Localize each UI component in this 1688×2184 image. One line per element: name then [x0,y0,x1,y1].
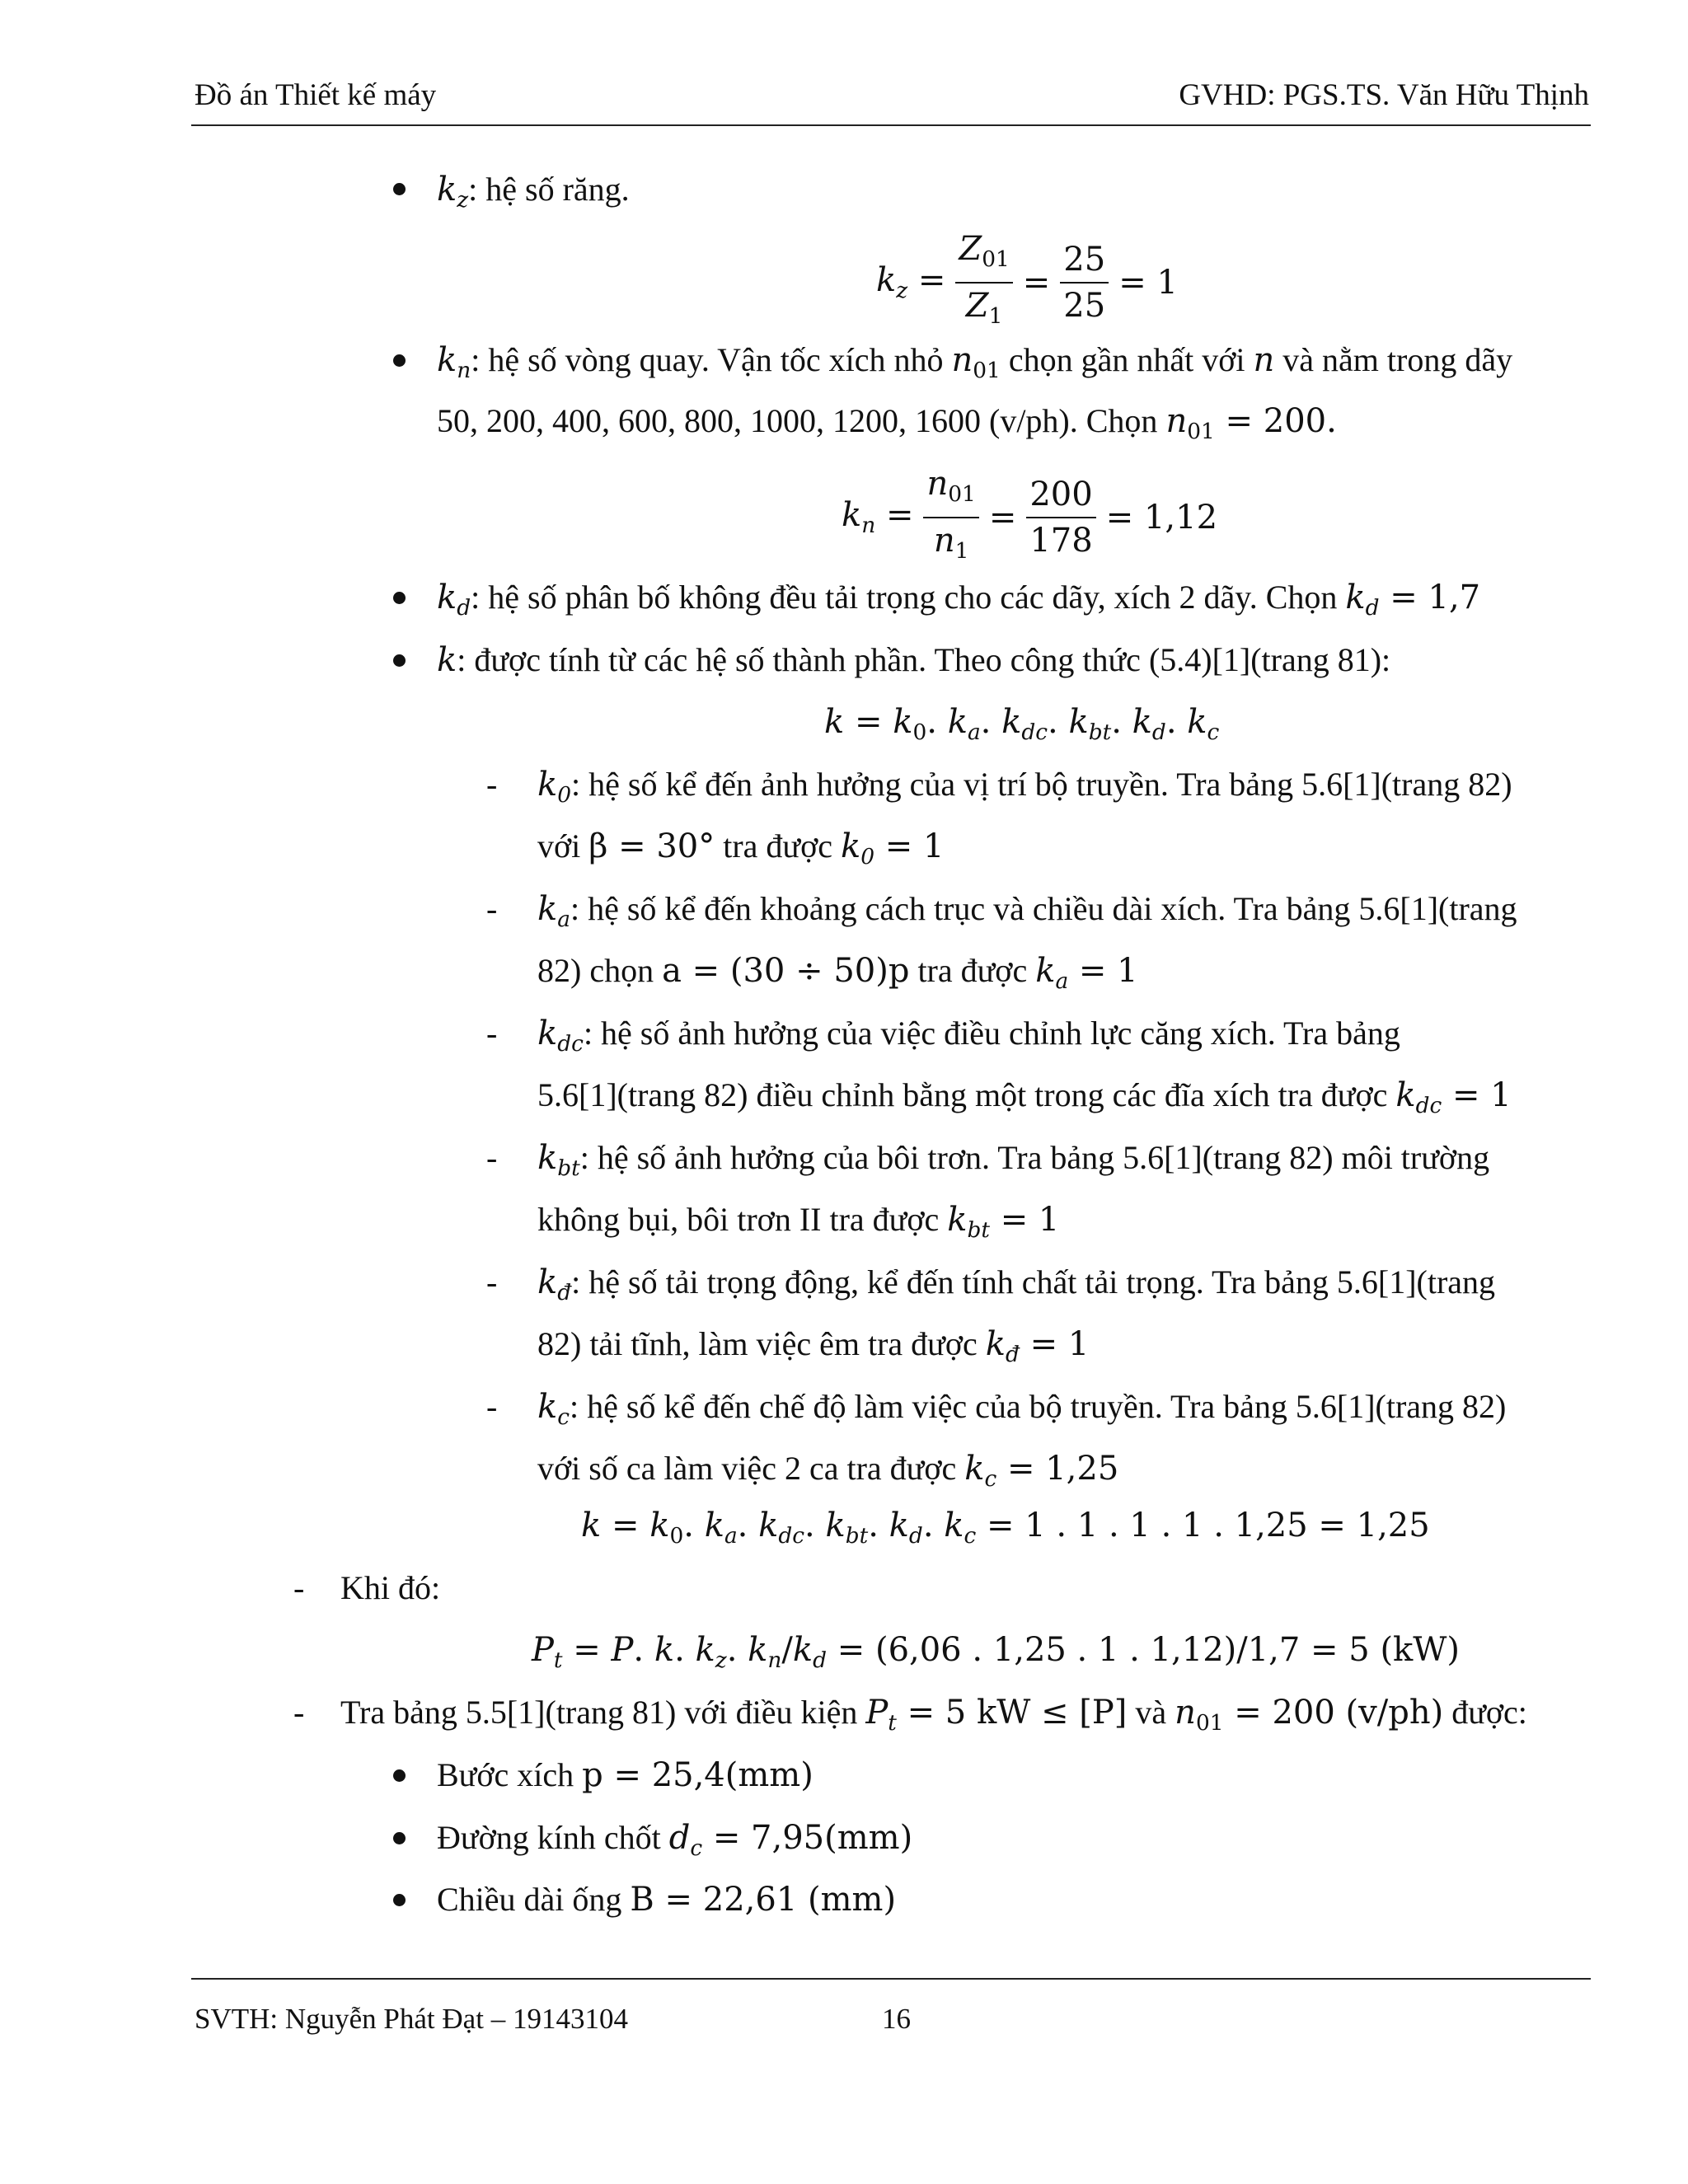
result-bush-label: Chiều dài ống [437,1881,622,1918]
sub-item-pre: với [537,827,581,865]
dash: - [486,766,498,803]
k-desc: : được tính từ các hệ số thành phần. Theo công thức (5.4)[1](trang 81): [457,641,1391,678]
sub-item-symbol: 0 [557,781,572,808]
sub-item-line1: $k_0$: hệ số kể đến ảnh hưởng của vị trí bộ truyền. Tra bảng 5.6[1](trang 82) [537,766,1512,808]
footer-rule [191,1978,1591,1980]
result-pin: Đường kính chốt $d_c = 7,95(mm)$ [437,1819,913,1861]
sub-item-desc: : hệ số ảnh hưởng của việc điều chỉnh lực căng xích. Tra bảng [583,1015,1400,1052]
sub-item-symbol: bt [557,1155,580,1181]
kn-desc: : hệ số vòng quay. Vận tốc xích nhỏ [471,341,944,378]
kn-den: 178 [1029,521,1093,560]
sub-item-math: a = (30 ÷ 50)p [662,952,910,990]
tra-bang-line: Tra bảng 5.5[1](trang 81) với điều kiện $P_t = 5$ kW ≤ [P] và $n_{01} = 200$ (v/ph) được: [340,1694,1527,1736]
header-left: Đồ án Thiết kế máy [195,78,437,112]
sub-item-line2: 5.6[1](trang 82) điều chỉnh bằng một trong các đĩa xích tra được $k_{dc} = 1$ [537,1076,1512,1118]
sub-item-line1: $k_đ$: hệ số tải trọng động, kể đến tính chất tải trọng. Tra bảng 5.6[1](trang [537,1263,1496,1305]
k-line: k: được tính từ các hệ số thành phần. Theo công thức (5.4)[1](trang 81): [437,641,1391,679]
tra-bang-cond2: = 200 (v/ph) [1234,1694,1444,1732]
khi-do: Khi đó: [340,1569,441,1606]
sub-item-pre: 5.6[1](trang 82) điều chỉnh bằng một trong các đĩa xích tra được [537,1076,1388,1113]
tra-bang-cond: = 5 kW ≤ [P] [907,1694,1128,1732]
kn-choice: 200. [1263,402,1337,440]
sub-item-desc: : hệ số kể đến chế độ làm việc của bộ truyền. Tra bảng 5.6[1](trang 82) [570,1388,1507,1425]
sub-item-symbol: a [1055,968,1069,994]
kz-desc: : hệ số răng. [468,171,630,208]
kn-series: 50, 200, 400, 600, 800, 1000, 1200, 1600 (v/ph). Chọn [437,402,1158,439]
kd-line: $k_d$: hệ số phân bố không đều tải trọng cho các dãy, xích 2 dãy. Chọn $k_d = 1,7$ [437,579,1481,621]
dash: - [293,1694,305,1731]
sub-item-line2: với số ca làm việc 2 ca tra được $k_c = 1,25$ [537,1450,1119,1492]
header-right: GVHD: PGS.TS. Văn Hữu Thịnh [1179,78,1589,112]
bullet [393,1832,406,1844]
sub-item-pre: không bụi, bôi trơn II tra được [537,1201,940,1238]
kz-equation: $k_z$ = $\frac{Z_{01}}{Z_1}$ = $\frac{25}{25}$ = 1 [870,227,1184,339]
sub-item-pre: 82) tải tĩnh, làm việc êm tra được [537,1325,978,1362]
kz-result: 1 [1156,263,1178,302]
sub-item-mid: tra được [723,827,833,865]
kd-desc: : hệ số phân bố không đều tải trọng cho các dãy, xích 2 dãy. Chọn [471,579,1338,616]
sub-item-pre: với số ca làm việc 2 ca tra được [537,1450,957,1487]
sub-item-mid: tra được [917,952,1028,989]
kd-value: 1,7 [1428,579,1481,616]
dash: - [486,1139,498,1176]
dash: - [486,1388,498,1425]
page-number: 16 [882,2003,911,2035]
kn-desc-tail: chọn gần nhất với [1008,341,1245,378]
result-pitch-label: Bước xích [437,1756,574,1793]
sub-item-desc: : hệ số ảnh hưởng của bôi trơn. Tra bảng 5.6[1](trang 82) môi trường [579,1139,1490,1176]
k-formula: $k = k_0$. $k_a$. $k_{dc}$. $k_{bt}$. $k_d$. $k_c$ [824,703,1220,745]
sub-item-line1: $k_{bt}$: hệ số ảnh hưởng của bôi trơn. Tra bảng 5.6[1](trang 82) môi trường [537,1139,1490,1181]
sub-item-line2: 82) tải tĩnh, làm việc êm tra được $k_đ = 1$ [537,1325,1090,1367]
k-calc-value: = 1 . 1 . 1 . 1 . 1,25 = 1,25 [987,1507,1430,1544]
bullet [393,592,406,604]
bullet [393,1769,406,1782]
kn-line2: 50, 200, 400, 600, 800, 1000, 1200, 1600 (v/ph). Chọn $n_{01} = 200$. [437,402,1337,444]
tra-bang-post: được: [1451,1694,1527,1731]
kz-line: $k_z$: hệ số răng. [437,171,630,213]
sub-item-desc: : hệ số tải trọng động, kể đến tính chất tải trọng. Tra bảng 5.6[1](trang [571,1263,1496,1301]
sub-item-symbol: c [984,1465,997,1492]
bullet [393,654,406,667]
sub-item-symbol: đ [557,1279,572,1305]
sub-item-result: = 1 [884,827,945,865]
pt-calculation: $P_t = P$. k. $k_z$. $k_n/k_d = (6,06$ . 1,25 . 1 . 1,12)/1,7 = 5 (kW) [532,1631,1461,1673]
sub-item-desc: : hệ số kể đến khoảng cách trục và chiều dài xích. Tra bảng 5.6[1](trang [570,890,1517,927]
result-pin-value: = 7,95(mm) [712,1819,913,1857]
sub-item-result: = 1,25 [1006,1450,1119,1488]
header-rule [191,124,1591,126]
sub-item-line1: $k_{dc}$: hệ số ảnh hưởng của việc điều chỉnh lực căng xích. Tra bảng [537,1015,1400,1057]
bullet [393,354,406,367]
result-pin-label: Đường kính chốt [437,1819,661,1856]
tra-bang-pre: Tra bảng 5.5[1](trang 81) với điều kiện [340,1694,858,1731]
sub-item-result: = 1 [1078,952,1138,990]
sub-item-symbol: bt [967,1216,990,1243]
sub-item-result: = 1 [1452,1076,1512,1114]
sub-item-desc: : hệ số kể đến ảnh hưởng của vị trí bộ truyền. Tra bảng 5.6[1](trang 82) [571,766,1512,803]
sub-item-line2: với β = 30° tra được $k_0 = 1$ [537,827,945,869]
kz-num: 25 [1060,237,1109,284]
sub-item-pre: 82) chọn [537,952,654,989]
result-pitch [437,1755,814,1795]
dash: - [486,1263,498,1301]
kn-line1: $k_n$: hệ số vòng quay. Vận tốc xích nhỏ $n_{01}$ chọn gần nhất với n và nằm trong dãy [437,341,1513,383]
kz-den: 25 [1063,286,1106,325]
sub-item-symbol: a [557,906,570,932]
sub-item-symbol: dc [557,1030,584,1057]
bullet [393,1894,406,1906]
sub-item-result: = 1 [1000,1201,1060,1239]
sub-item-line1: $k_c$: hệ số kể đến chế độ làm việc của bộ truyền. Tra bảng 5.6[1](trang 82) [537,1388,1507,1430]
bullet [393,183,406,195]
sub-item-symbol: 0 [860,843,875,869]
sub-item-result: = 1 [1029,1325,1090,1363]
dash: - [293,1569,305,1606]
kn-desc-tail2: và nằm trong dãy [1282,341,1513,378]
kn-result: 1,12 [1143,498,1218,537]
pt-calc-value: = (6,06 . 1,25 . 1 . 1,12)/1,7 = 5 (kW) [837,1631,1461,1669]
kn-equation: $k_n$ = $\frac{n_{01}}{n_1}$ = $\frac{200}{178}$ = 1,12 [835,462,1224,574]
sub-item-line2: không bụi, bôi trơn II tra được $k_{bt} = 1$ [537,1201,1060,1243]
dash: - [486,890,498,927]
sub-item-line1: $k_a$: hệ số kể đến khoảng cách trục và chiều dài xích. Tra bảng 5.6[1](trang [537,890,1517,932]
sub-item-symbol: c [557,1404,570,1430]
k-calculation: $k = k_0$. $k_a$. $k_{dc}$. $k_{bt}$. $k_d$. $k_c = 1$ . 1 . 1 . 1 . 1,25 = 1,25 [581,1507,1430,1549]
sub-item-symbol: dc [1415,1092,1442,1118]
kn-num: 200 [1026,472,1095,518]
result-bush [437,1880,896,1919]
footer-left: SVTH: Nguyễn Phát Đạt – 19143104 [195,2003,628,2035]
result-pitch-value: p = 25,4(mm) [582,1756,814,1794]
sub-item-math: β = 30° [588,827,715,865]
dash: - [486,1015,498,1052]
sub-item-line2: 82) chọn a = (30 ÷ 50)p tra được $k_a = 1$ [537,952,1138,994]
tra-bang-mid: và [1135,1694,1167,1731]
sub-item-symbol: đ [1006,1341,1020,1367]
result-bush-value: B = 22,61 (mm) [630,1881,897,1919]
